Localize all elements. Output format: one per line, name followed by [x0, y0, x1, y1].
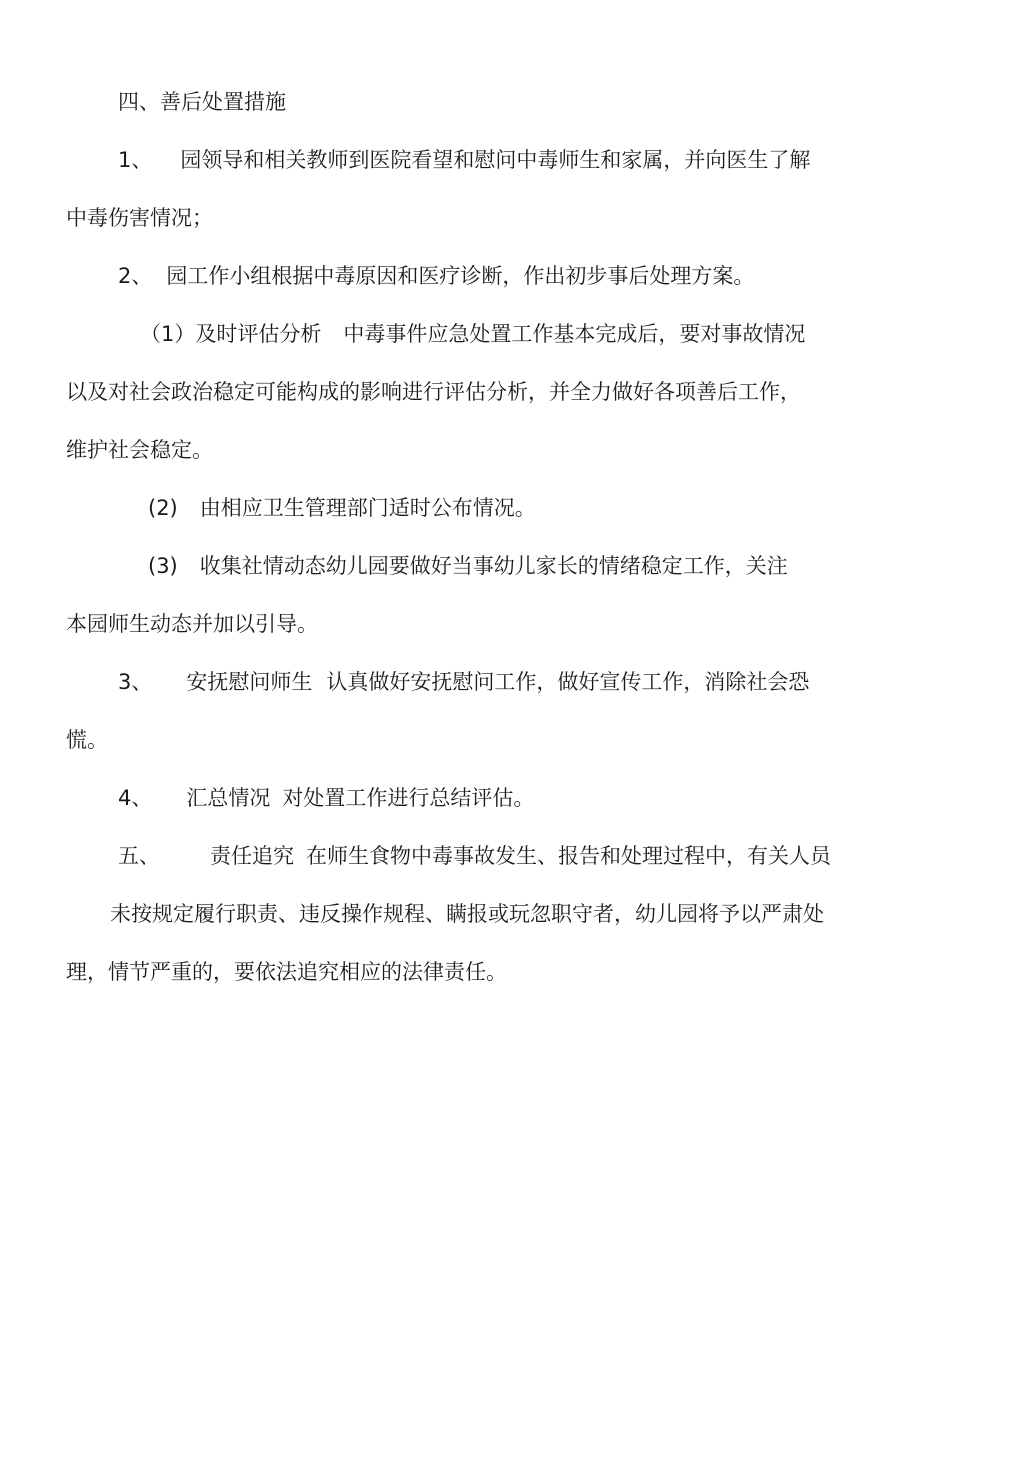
section4-heading: 四、善后处置措施	[118, 90, 286, 114]
sub2-number: (2)	[148, 496, 178, 520]
item3-title: 安抚慰问师生	[186, 670, 313, 694]
section5-continuation-2: 理，情节严重的，要依法追究相应的法律责任。	[66, 960, 507, 984]
sub3-line	[148, 552, 788, 580]
item4-title: 汇总情况	[186, 786, 271, 810]
item4-text: 对处置工作进行总结评估。	[282, 786, 535, 810]
sub3-number: (3)	[148, 554, 178, 578]
section5-number: 五、	[118, 844, 160, 868]
sub2-text: 由相应卫生管理部门适时公布情况。	[199, 496, 536, 520]
sub1-continuation-1: 以及对社会政治稳定可能构成的影响进行评估分析，并全力做好各项善后工作，	[66, 380, 801, 404]
item3-text: 认真做好安抚慰问工作，做好宣传工作，消除社会恐	[326, 670, 810, 694]
sub1-continuation-2: 维护社会稳定。	[66, 438, 213, 462]
item2-text: 园工作小组根据中毒原因和医疗诊断，作出初步事后处理方案。	[166, 264, 755, 288]
section5-line	[118, 842, 831, 870]
item1-continuation: 中毒伤害情况；	[66, 206, 213, 230]
item3-line	[118, 668, 809, 696]
item4-number: 4、	[118, 786, 153, 810]
sub1-text: 中毒事件应急处置工作基本完成后，要对事故情况	[343, 322, 806, 346]
sub1-line	[140, 320, 805, 348]
sub1-number: （1）	[140, 322, 196, 346]
section5-title: 责任追究	[210, 844, 294, 868]
item3-continuation: 慌。	[66, 728, 108, 752]
item3-number: 3、	[118, 670, 153, 694]
item1-text: 园领导和相关教师到医院看望和慰问中毒师生和家属，并向医生了解	[180, 148, 811, 172]
item2-line	[118, 262, 754, 290]
sub1-title: 及时评估分析	[195, 322, 322, 346]
sub3-text: 收集社情动态幼儿园要做好当事幼儿家长的情绪稳定工作，关注	[199, 554, 788, 578]
section5-continuation-1: 未按规定履行职责、违反操作规程、瞒报或玩忽职守者，幼儿园将予以严肃处	[110, 902, 824, 926]
item2-number: 2、	[118, 264, 153, 288]
sub2-line	[148, 494, 536, 522]
sub3-continuation: 本园师生动态并加以引导。	[66, 612, 318, 636]
section5-text: 在师生食物中毒事故发生、报告和处理过程中，有关人员	[306, 844, 831, 868]
item1-number: 1、	[118, 148, 153, 172]
item4-line	[118, 784, 534, 812]
item1-line	[118, 146, 810, 174]
